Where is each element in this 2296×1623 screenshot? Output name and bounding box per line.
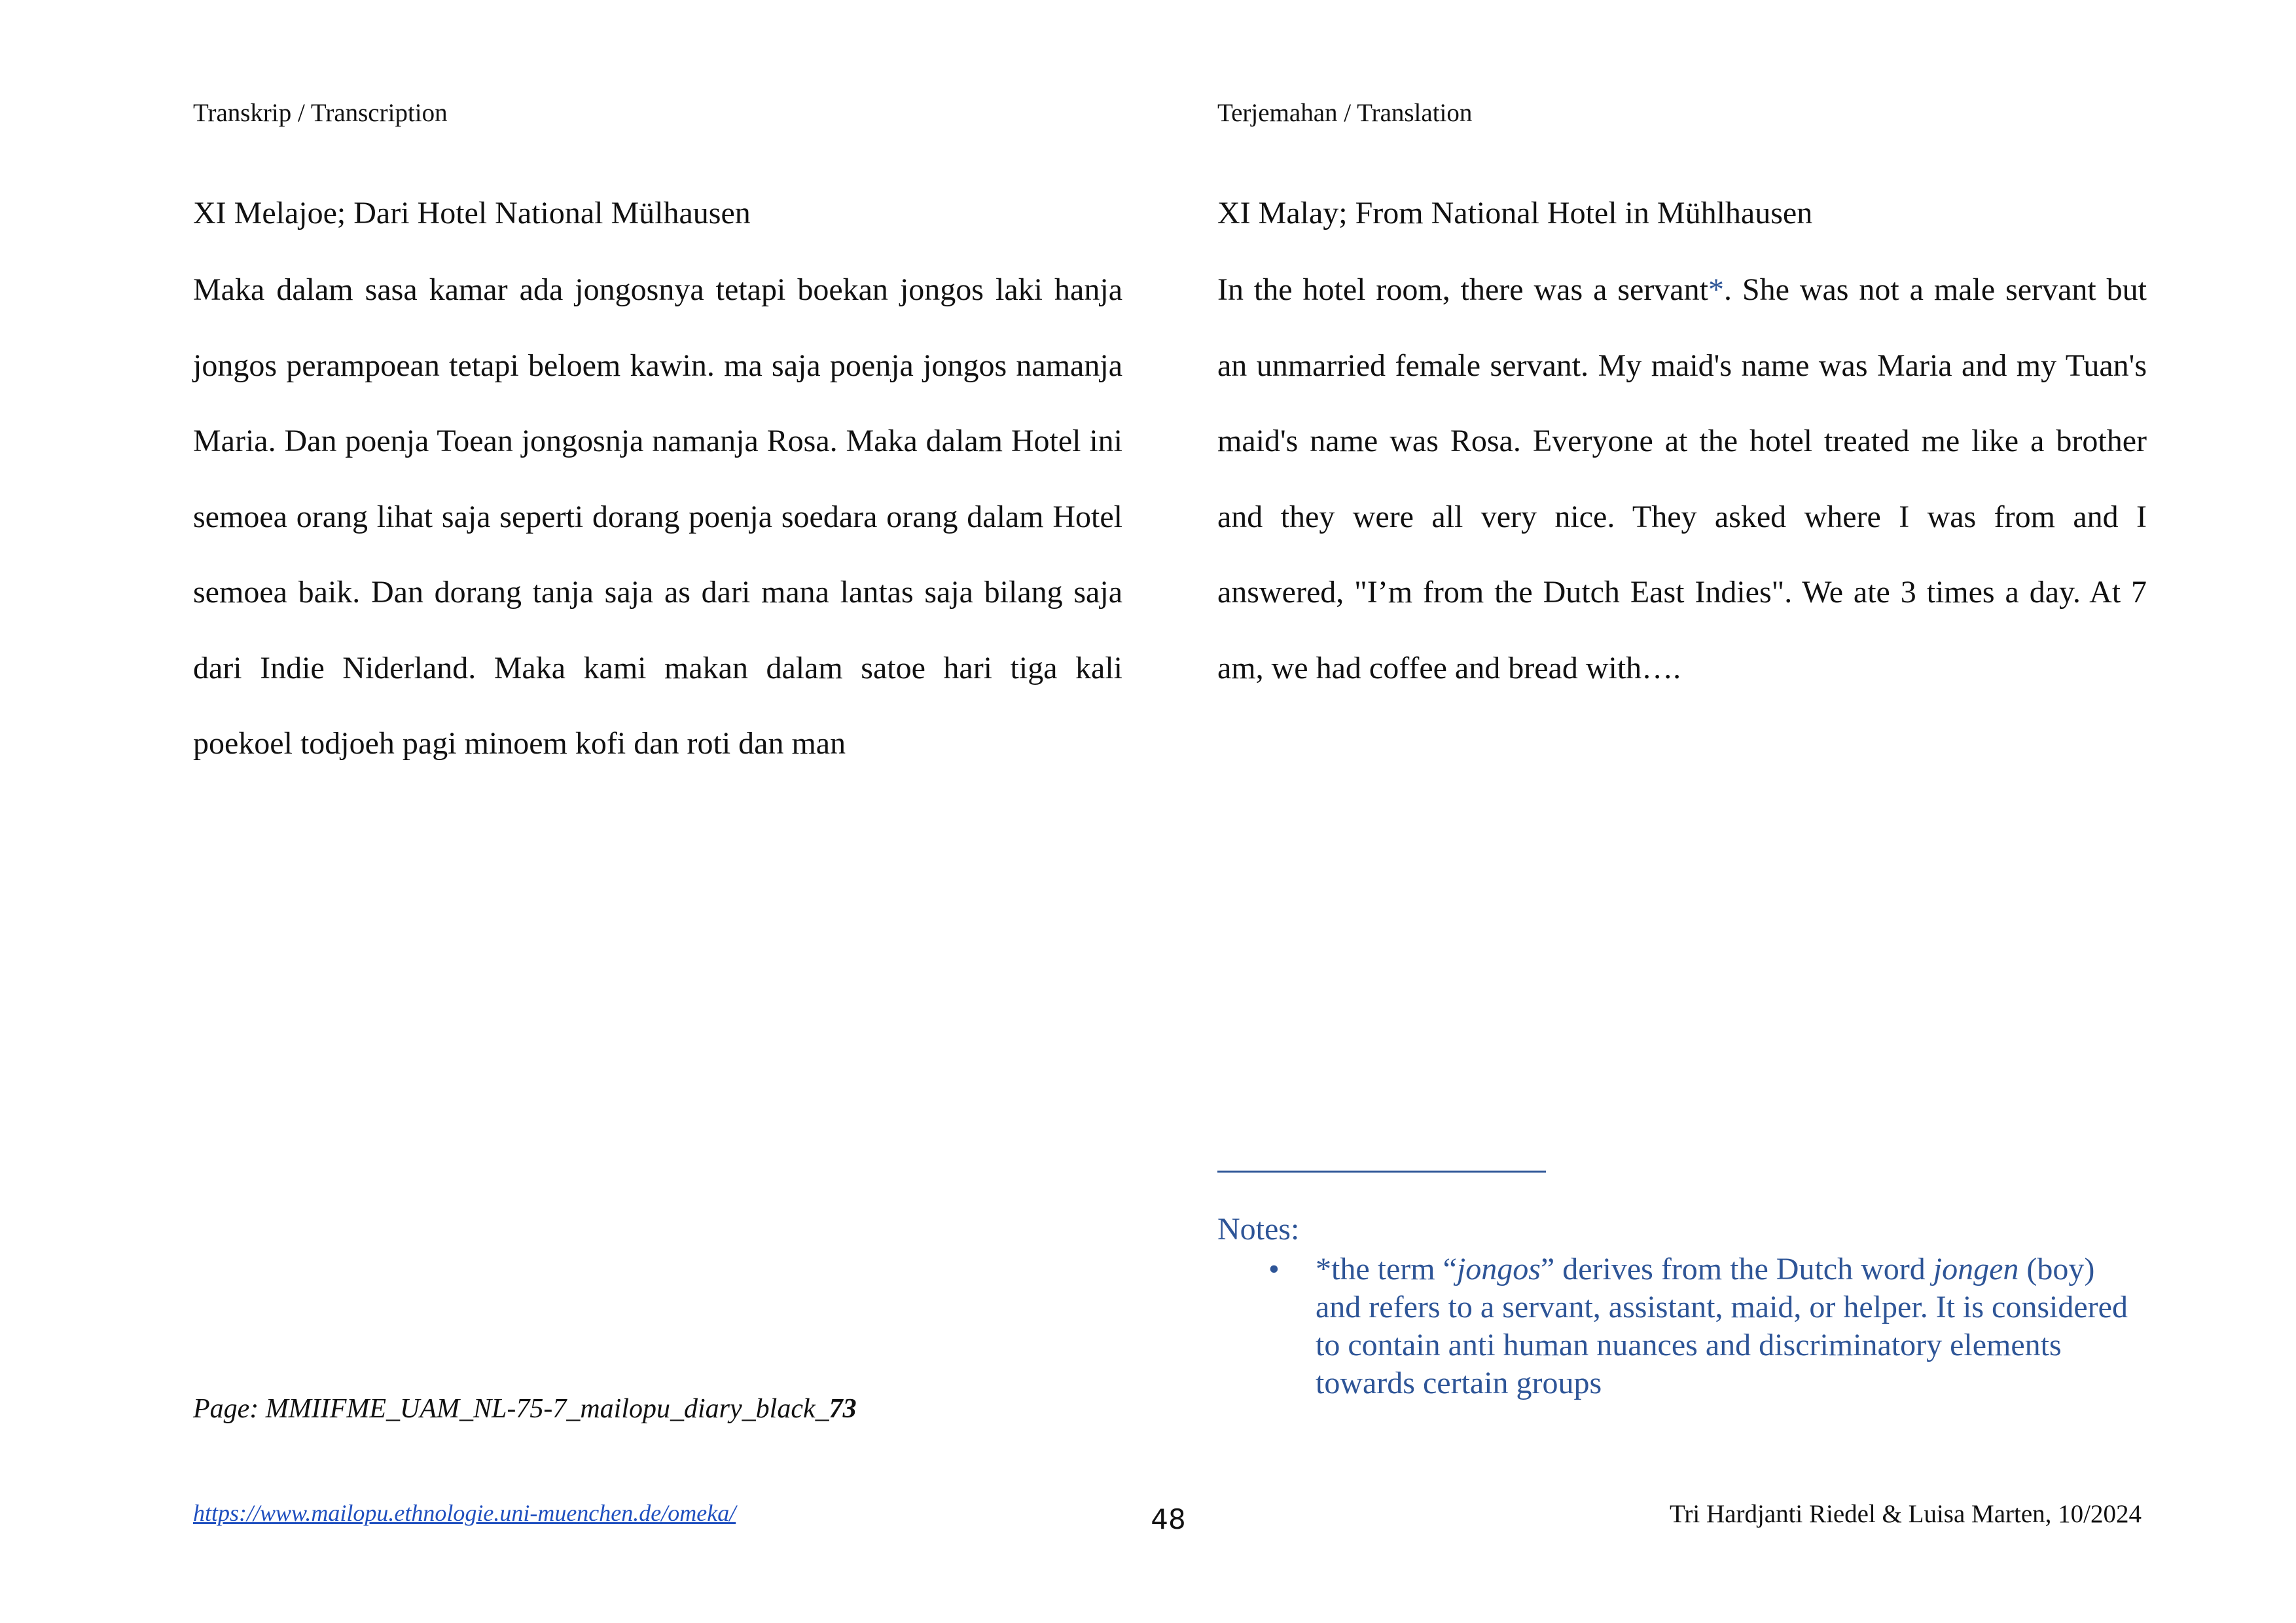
translation-body [1217,252,2147,706]
note-text-2: ” derives from the Dutch word [1540,1252,1933,1286]
transcription-body: Maka dalam sasa kamar ada jongosnya tetapi boekan jongos laki hanja jongos perampoean tetapi beloem kawin. ma saja poenja jongos namanja Maria. Dan poenja Toean jongosnja namanja Rosa. Maka dalam Hotel ini semoea orang lihat saja seperti dorang poenja soedara orang dalam Hotel semoea baik. Dan dorang tanja saja as dari mana lantas saja bilang saja dari Indie Niderland. Maka kami makan dalam satoe hari tiga kali poekoel todjoeh pagi minoem kofi dan roti dan man [193,272,1122,761]
credit-line: Tri Hardjanti Riedel & Luisa Marten, 10/2024 [1669,1500,2142,1528]
transcription-column-heading: Transkrip / Transcription [193,99,448,127]
notes-list [1217,1250,2147,1402]
translation-body-start: In the hotel room, there was a servant [1217,272,1708,307]
translation-column-heading: Terjemahan / Translation [1217,99,1473,127]
page-number: 48 [1151,1503,1186,1535]
translation-title: XI Malay; From National Hotel in Mühlhausen [1217,196,1813,230]
footnote-marker: * [1708,272,1724,307]
website-link[interactable]: https://www.mailopu.ethnologie.uni-muenchen.de/omeka/ [193,1500,736,1526]
notes-label: Notes: [1217,1212,1300,1247]
bullet-icon: • [1268,1252,1280,1286]
notes-separator [1217,1171,1546,1173]
page-reference-prefix: Page: MMIIFME_UAM_NL-75-7_mailopu_diary_black_ [193,1394,829,1424]
translation-body-rest: . She was not a male servant but an unmarried female servant. My maid's name was Maria and my Tuan's maid's name was Rosa. Everyone at the hotel treated me like a brother and they were all very nice. They asked where I was from and I answered, "I’m from the Dutch East Indies". We ate 3 times a day. At 7 am, we had coffee and bread with…. [1217,272,2147,685]
note-text-1: *the term “ [1316,1252,1457,1286]
note-term-jongen: jongen [1933,1252,2019,1286]
page-reference [193,1393,857,1425]
note-text-3: (boy) and refers to a servant, assistant, maid, or helper. It is considered to contain anti human nuances and discriminatory elements towards certain groups [1316,1252,2128,1400]
transcription-title: XI Melajoe; Dari Hotel National Mülhausen [193,196,751,230]
page-reference-number: 73 [829,1394,857,1424]
note-term-jongos: jongos [1456,1252,1541,1286]
note-item [1217,1250,2147,1402]
